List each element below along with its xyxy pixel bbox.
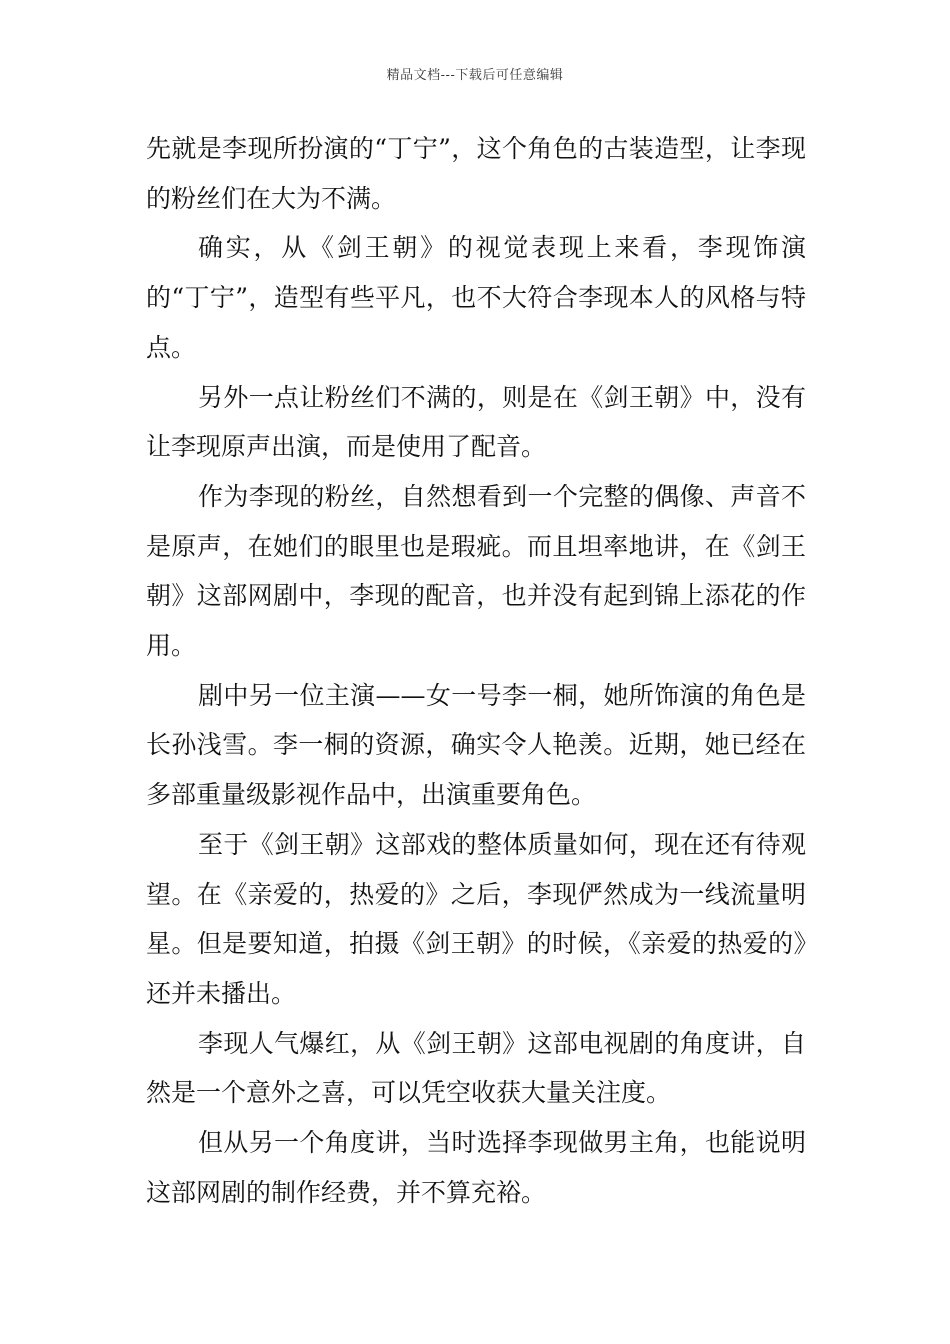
paragraph-2: 确实，从《剑王朝》的视觉表现上来看，李现饰演的“丁宁”，造型有些平凡，也不大符合李现本人的风格与特点。 <box>146 233 806 362</box>
paragraph-8: 但从另一个角度讲，当时选择李现做男主角，也能说明这部网剧的制作经费，并不算充裕。 <box>146 1128 806 1207</box>
page-header: 精品文档---下载后可任意编辑 <box>386 68 564 83</box>
paragraph-3: 另外一点让粉丝们不满的，则是在《剑王朝》中，没有让李现原声出演，而是使用了配音。 <box>146 382 806 462</box>
paragraph-7: 李现人气爆红，从《剑王朝》这部电视剧的角度讲，自然是一个意外之喜，可以凭空收获大量关注度。 <box>146 1028 806 1108</box>
paragraph-6: 至于《剑王朝》这部戏的整体质量如何，现在还有待观望。在《亲爱的，热爱的》之后，李现俨然成为一线流量明星。但是要知道，拍摄《剑王朝》的时候，《亲爱的热爱的》还并未播出。 <box>146 829 806 1008</box>
document-body <box>146 124 806 1217</box>
paragraph-5: 剧中另一位主演——女一号李一桐，她所饰演的角色是长孙浅雪。李一桐的资源，确实令人艳羡。近期，她已经在多部重量级影视作品中，出演重要角色。 <box>146 680 806 810</box>
paragraph-4: 作为李现的粉丝，自然想看到一个完整的偶像、声音不是原声，在她们的眼里也是瑕疵。而且坦率地讲，在《剑王朝》这部网剧中，李现的配音，也并没有起到锦上添花的作用。 <box>146 481 806 661</box>
paragraph-1: 先就是李现所扮演的“丁宁”，这个角色的古装造型，让李现的粉丝们在大为不满。 <box>146 134 806 213</box>
